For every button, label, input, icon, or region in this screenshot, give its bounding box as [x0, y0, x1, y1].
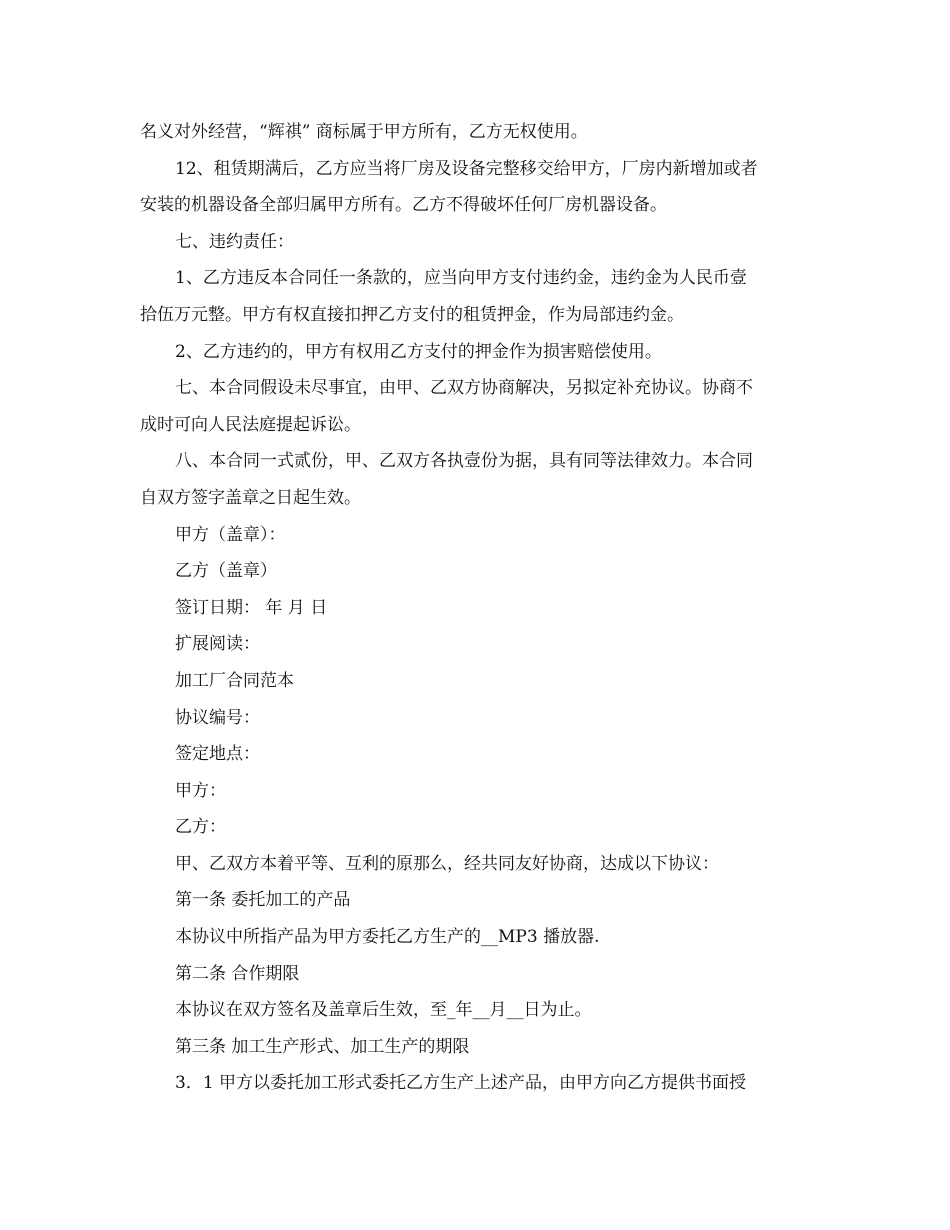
- text-line: 成时可向人民法庭提起诉讼。: [140, 414, 361, 435]
- signing-date-line: 签订日期： 年 月 日: [175, 597, 328, 618]
- party-b-seal-line: 乙方（盖章）: [175, 561, 277, 582]
- text-line: 名义对外经营，“辉祺” 商标属于甲方所有，乙方无权使用。: [140, 122, 588, 142]
- contract-title: 加工厂合同范本: [175, 670, 294, 691]
- article-heading: 第三条 加工生产形式、加工生产的期限: [175, 1036, 470, 1057]
- text-line: 本协议在双方签名及盖章后生效，至_年__月__日为止。: [175, 1000, 592, 1021]
- section-heading: 七、违约责任：: [175, 231, 294, 252]
- text-line: 甲、乙双方本着平等、互利的原那么，经共同友好协商，达成以下协议：: [175, 853, 719, 874]
- text-line: 八、本合同一式贰份，甲、乙双方各执壹份为据，具有同等法律效力。本合同: [175, 451, 753, 472]
- party-a-line: 甲方：: [175, 780, 226, 801]
- article-heading: 第二条 合作期限: [175, 963, 300, 984]
- party-a-seal-line: 甲方（盖章）：: [175, 524, 286, 545]
- text-line: 拾伍万元整。甲方有权直接扣押乙方支付的租赁押金，作为局部违约金。: [140, 304, 684, 325]
- party-b-line: 乙方：: [175, 817, 226, 838]
- text-line: 安装的机器设备全部归属甲方所有。乙方不得破坏任何厂房机器设备。: [140, 195, 667, 216]
- text-line: 2、乙方违约的，甲方有权用乙方支付的押金作为损害赔偿使用。: [175, 341, 662, 362]
- signing-place-line: 签定地点：: [175, 744, 260, 765]
- article-heading: 第一条 委托加工的产品: [175, 890, 351, 911]
- text-line: 七、本合同假设未尽事宜，由甲、乙双方协商解决，另拟定补充协议。协商不: [175, 378, 753, 399]
- extended-reading-label: 扩展阅读：: [175, 634, 260, 655]
- text-line: 本协议中所指产品为甲方委托乙方生产的__MP3 播放器.: [175, 927, 600, 948]
- agreement-number-line: 协议编号：: [175, 707, 260, 728]
- text-line: 自双方签字盖章之日起生效。: [140, 487, 361, 508]
- text-line: 1、乙方违反本合同任一条款的，应当向甲方支付违约金，违约金为人民币壹: [175, 268, 747, 289]
- text-line: 12、租赁期满后，乙方应当将厂房及设备完整移交给甲方，厂房内新增加或者: [175, 158, 758, 179]
- text-line: 3．1 甲方以委托加工形式委托乙方生产上述产品，由甲方向乙方提供书面授: [175, 1073, 747, 1094]
- document-body: [140, 114, 820, 1102]
